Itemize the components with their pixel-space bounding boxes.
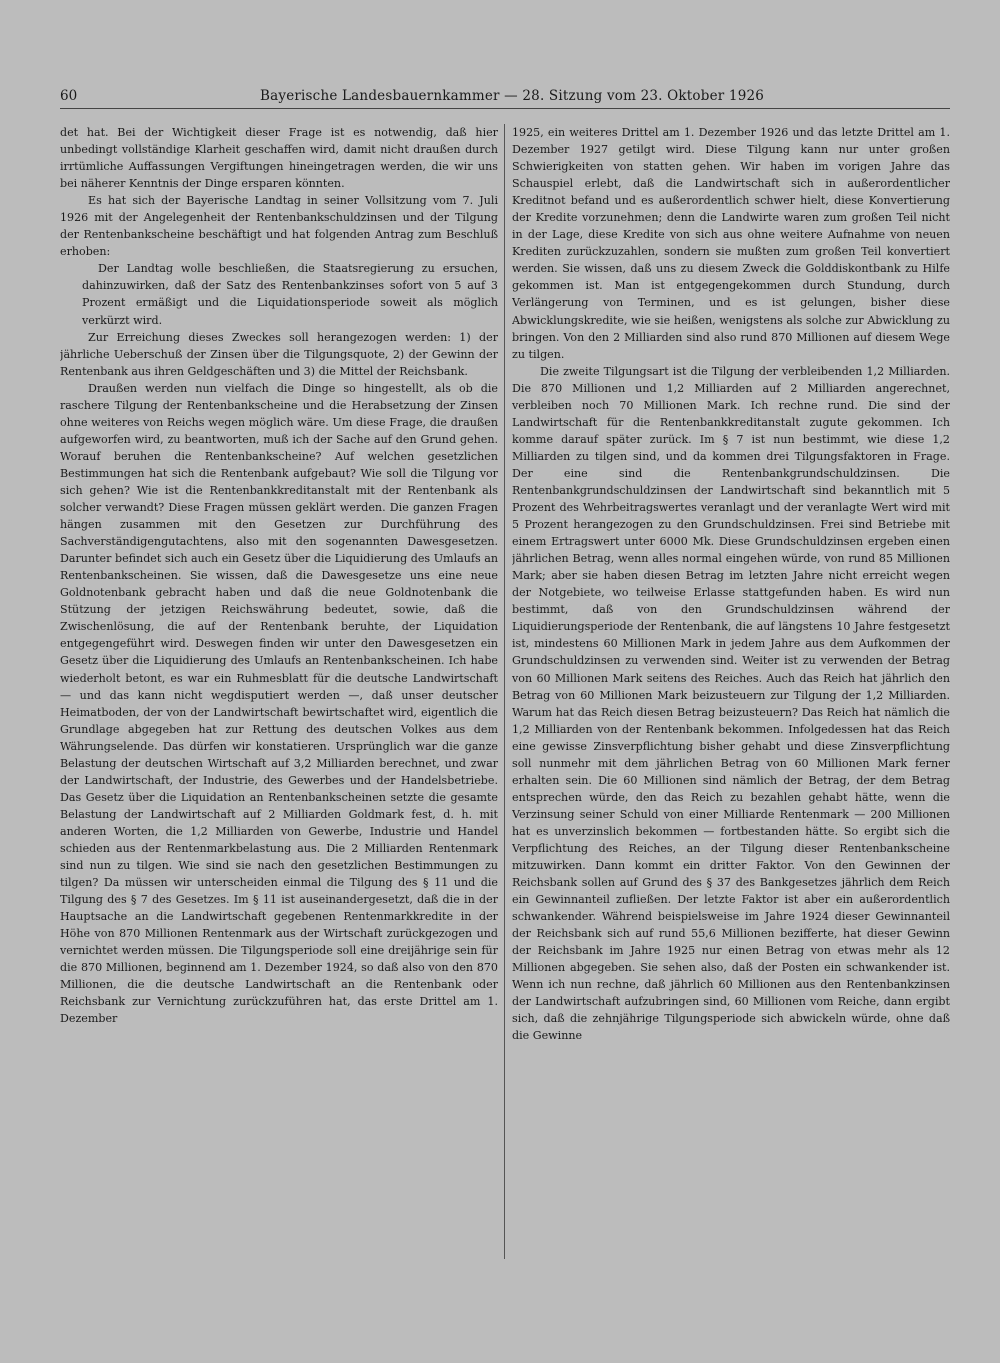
paragraph: Es hat sich der Bayerische Landtag in seiner Vollsitzung vom 7. Juli 1926 mit der Angelegenheit der Rentenbankschuldzinsen und der Tilgung der Rentenbankscheine beschäftigt und hat folgenden Antrag zum Beschluß erhoben: <box>60 194 498 259</box>
paragraph: Draußen werden nun vielfach die Dinge so hingestellt, als ob die raschere Tilgung der Rentenbankscheine und die Herabsetzung der Zinsen ohne weiteres von Reichs wegen möglich wäre. Um diese Frage, die draußen aufgeworfen wird, zu beantworten, muß ich der Sache auf den Grund gehen. Worauf beruhen die Rentenbankscheine? Auf welchen gesetzlichen Bestimmungen hat sich die Rentenbank aufgebaut? Wie soll die Tilgung vor sich gehen? Wie ist die Rentenbankkreditanstalt mit der Rentenbank als solcher verwandt? Diese Fragen müssen geklärt werden. Die ganzen Fragen hängen zusammen mit den Gesetzen zur Durchführung des Sachverständigengutachtens, also mit den sogenannten Dawesgesetzen. Darunter befindet sich auch ein Gesetz über die Liquidierung des Umlaufs an Rentenbankscheinen. Sie wissen, daß die Dawesgesetze uns eine neue Goldnotenbank gebracht haben und daß die neue Goldnotenbank die Stützung der jetzigen Reichswährung bedeutet, sowie, daß die Zwischenlösung, die auf der Rentenbank beruhte, der Liquidation entgegengeführt wird. Deswegen finden wir unter den Dawesgesetzen ein Gesetz über die Liquidierung des Umlaufs an Rentenbankscheinen. Ich habe wiederholt betont, es war ein Ruhmesblatt für die deutsche Landwirtschaft — und das kann nicht wegdisputiert werden —, daß unser deutscher Heimatboden, der von der Landwirtschaft bewirtschaftet wird, eigentlich die Grundlage abgegeben hat zur Rettung des deutschen Volkes aus dem Währungselende. Das dürfen wir konstatieren. Ursprünglich war die ganze Belastung der deutschen Wirtschaft auf 3,2 Milliarden berechnet, und zwar der Landwirtschaft, der Industrie, des Gewerbes und der Handelsbetriebe. Das Gesetz über die Liquidation an Rentenbankscheinen setzte die gesamte Belastung der Landwirtschaft auf 2 Milliarden Goldmark fest, d. h. mit anderen Worten, die 1,2 Milliarden von Gewerbe, Industrie und Handel schieden aus der Rentenmarkbelastung aus. Die 2 Milliarden Rentenmark sind nun zu tilgen. Wie sind sie nach den gesetzlichen Bestimmungen zu tilgen? Da müssen wir unterscheiden einmal die Tilgung des § 11 und die Tilgung des § 7 des Gesetzes. Im § 11 ist auseinandergesetzt, daß die in der Hauptsache an die Landwirtschaft gegebenen Rentenmarkkredite in der Höhe von 870 Millionen Rentenmark aus der Wirtschaft zurückgezogen und vernichtet werden müssen. Die Tilgungsperiode soll eine dreijährige sein für die 870 Millionen, beginnend am 1. Dezember 1924, so daß also von den 870 Millionen, die die deutsche Landwirtschaft an die Rentenbank oder Reichsbank zur Vernichtung zurückzuführen hat, das erste Drittel am 1. Dezember <box>60 381 498 1026</box>
running-head: Bayerische Landesbauernkammer — 28. Sitzung vom 23. Oktober 1926 <box>260 88 765 104</box>
paragraph: Die zweite Tilgungsart ist die Tilgung der verbleibenden 1,2 Milliarden. Die 870 Millionen und 1,2 Milliarden auf 2 Milliarden angerechnet, verbleiben noch 70 Millionen Mark. Ich rechne rund. Die sind der Landwirtschaft für die Rentenbankkreditanstalt zugute gekommen. Ich komme darauf später zurück. Im § 7 ist nun bestimmt, wie diese 1,2 Milliarden zu tilgen sind, und da kommen drei Tilgungsfaktoren in Frage. Der eine sind die Rentenbankgrundschuldzinsen. Die Rentenbankgrundschuldzinsen der Landwirtschaft sind bekanntlich mit 5 Prozent des Wehrbeitragswertes veranlagt und der veranlagte Wert wird mit 5 Prozent herangezogen zu den Grundschuldzinsen. Frei sind Betriebe mit einem Ertragswert unter 6000 Mk. Diese Grundschuldzinsen ergeben einen jährlichen Betrag, wenn alles normal eingehen würde, von rund 85 Millionen Mark; aber sie haben diesen Betrag im letzten Jahre nicht erreicht wegen der Notgebiete, wo teilweise Erlasse stattgefunden haben. Es wird nun bestimmt, daß von den Grundschuldzinsen während der Liquidierungsperiode der Rentenbank, die auf längstens 10 Jahre festgesetzt ist, mindestens 60 Millionen Mark in jedem Jahre aus dem Aufkommen der Grundschuldzinsen zu verwenden sind. Weiter ist zu verwenden der Betrag von 60 Millionen Mark seitens des Reiches. Auch das Reich hat jährlich den Betrag von 60 Millionen Mark beizusteuern zur Tilgung der 1,2 Milliarden. Warum hat das Reich diesen Betrag beizusteuern? Das Reich hat nämlich die 1,2 Milliarden von der Rentenbank bekommen. Infolgedessen hat das Reich eine gewisse Zinsverpflichtung bisher gehabt und diese Zinsverpflichtung soll nunmehr mit dem jährlichen Betrag von 60 Millionen Mark ferner erhalten sein. Die 60 Millionen sind nämlich der Betrag, der dem Betrag entsprechen würde, den das Reich zu bezahlen gehabt hätte, wenn die Verzinsung seiner Schuld von einer Milliarde Rentenmark — 200 Millionen hat es unverzinslich bekommen — fortbestanden hätte. So ergibt sich die Verpflichtung des Reiches, an der Tilgung dieser Rentenbankscheine mitzuwirken. Dann kommt ein dritter Faktor. Von den Gewinnen der Reichsbank sollen auf Grund des § 37 des Bankgesetzes jährlich dem Reich ein Gewinnanteil zufließen. Der letzte Faktor ist aber ein außerordentlich schwankender. Während beispielsweise im Jahre 1924 dieser Gewinnanteil der Reichsbank sich auf rund 55,6 Millionen bezifferte, hat dieser Gewinn der Reichsbank im Jahre 1925 nur einen Betrag von etwas mehr als 12 Millionen abgegeben. Sie sehen also, daß der Posten ein schwankender ist. Wenn ich nun rechne, daß jährlich 60 Millionen aus den Rentenbankzinsen der Landwirtschaft aufzubringen sind, 60 Millionen vom Reiche, dann ergibt sich, daß die zehnjährige Tilgungsperiode sich abwickeln würde, ohne daß die Gewinne <box>512 364 950 1043</box>
page-header <box>60 86 950 106</box>
column-divider <box>504 124 505 1259</box>
paragraph: det hat. Bei der Wichtigkeit dieser Frage ist es notwendig, daß hier unbedingt vollständige Klarheit geschaffen wird, damit nicht draußen durch irrtümliche Auffassungen Vergiftungen hineingetragen werden, die wir uns bei näherer Kenntnis der Dinge ersparen könnten. <box>60 126 498 191</box>
right-column <box>512 124 950 1264</box>
left-column <box>60 124 498 1264</box>
paragraph: 1925, ein weiteres Drittel am 1. Dezember 1926 und das letzte Drittel am 1. Dezember 1927 getilgt wird. Diese Tilgung kann nur unter großen Schwierigkeiten von statten gehen. Wir haben im vorigen Jahre das Schauspiel erlebt, daß die Landwirtschaft sich in außerordentlicher Kreditnot befand und es außerordentlich schwer hielt, diese Konvertierung der Kredite vorzunehmen; denn die Landwirte waren zum großen Teil nicht in der Lage, diese Kredite von sich aus ohne weitere Aufnahme von neuen Krediten zurückzuzahlen, sondern sie mußten zum großen Teil konvertiert werden. Sie wissen, daß uns zu diesem Zweck die Golddiskontbank zu Hilfe gekommen ist. Man ist entgegengekommen durch Stundung, durch Verlängerung von Terminen, und es ist gelungen, bisher diese Abwicklungskredite, wie sie heißen, wenigstens als solche zur Abwicklung zu bringen. Von den 2 Milliarden sind also rund 870 Millionen auf diesem Wege zu tilgen. <box>512 126 950 361</box>
header-rule <box>60 108 950 109</box>
page-number: 60 <box>60 88 78 104</box>
paragraph: Zur Erreichung dieses Zweckes soll herangezogen werden: 1) der jährliche Ueberschuß der Zinsen über die Tilgungsquote, 2) der Gewinn der Rentenbank aus ihren Geldgeschäften und 3) die Mittel der Reichsbank. <box>60 330 498 378</box>
motion-quote: Der Landtag wolle beschließen, die Staatsregierung zu ersuchen, dahinzuwirken, daß der Satz des Rentenbankzinses sofort von 5 auf 3 Prozent ermäßigt und die Liquidationsperiode soweit als möglich verkürzt wird. <box>82 262 498 327</box>
